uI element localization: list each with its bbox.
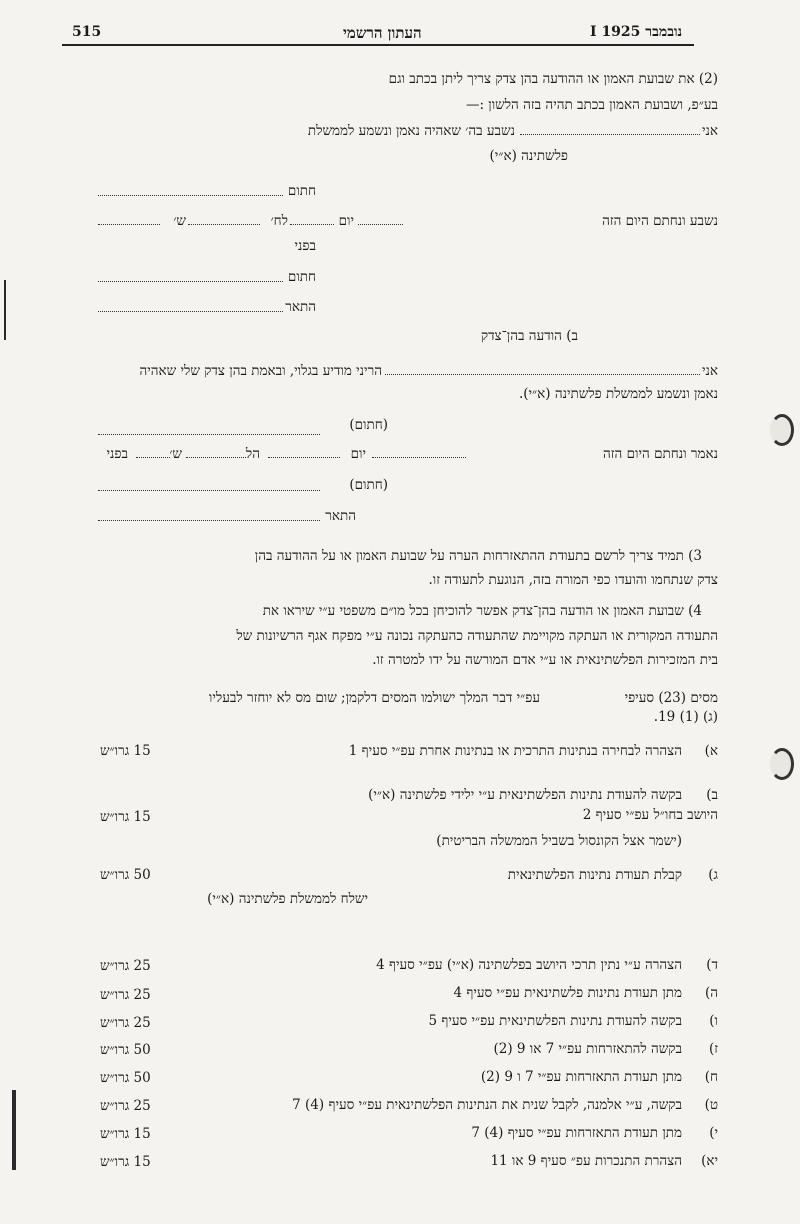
- scan-edge-mark: [4, 280, 6, 340]
- s2-oath-line2: פלשתינה (א״י): [489, 148, 568, 164]
- fee-item-amount: 15 גרו״ש: [100, 743, 151, 759]
- sb-ani: אני: [701, 363, 718, 379]
- fee-item-amount: 15 גרו״ש: [100, 1126, 151, 1142]
- s2-sworn-blank3: [188, 224, 260, 225]
- fee-item-text: מתן תעודת התאזרחות עפ״י 7 ו 9 (2): [480, 1069, 682, 1085]
- sb-line2: נאמן ונשמע לממשלת פלשתינה (א״י).: [518, 386, 718, 402]
- s4-line3: בית המזכירות הפלשתינאית או ע״י אדם המורשה על ידו למטרה זו.: [372, 652, 718, 668]
- sb-heading: ב) הודעה בהן־צדק: [480, 328, 578, 344]
- header-rule: [62, 44, 694, 46]
- s2-oath-rest: נשבע בה׳ שאהיה נאמן ונשמע לממשלת: [307, 123, 515, 139]
- s2-signature2-blank: [98, 281, 283, 282]
- fee-item-text: בקשה להעודת נתינות הפלשתינאית עפ״י סעיף 5: [428, 1013, 682, 1029]
- fee-item-letter: ב): [706, 787, 718, 803]
- sb-title-label: התאר: [325, 508, 356, 524]
- sb-date-blank2: [268, 457, 340, 458]
- fee-item-text: הצהרה לבחירה בנתינות התרכית או בנתינות אחרת עפ״י סעיף 1: [348, 743, 682, 759]
- s2-sworn-blank1: [358, 224, 403, 225]
- sb-before: בפני: [106, 446, 128, 462]
- s2-signature-label: חתום: [287, 183, 316, 199]
- sb-name-blank: [385, 374, 700, 375]
- fee-item-amount: 50 גרו״ש: [100, 867, 151, 883]
- fees-heading-right: מסים (23) סעיפי: [624, 690, 718, 706]
- s2-sworn-blank4: [98, 224, 160, 225]
- fee-item-letter: ה): [704, 985, 718, 1001]
- fee-item-text: בקשה להעודת נתינות הפלשתינאית ע״י ילידי פלשתינה (א״י): [368, 787, 682, 803]
- s2-sworn-yom: יום: [338, 213, 354, 229]
- sb-signature2-label: (חתום): [349, 477, 388, 493]
- s2-sworn-sh: ש׳: [173, 213, 186, 229]
- sb-declared-text: נאמר ונחתם היום הזה: [603, 446, 718, 462]
- fee-item-letter: ו): [709, 1013, 718, 1029]
- s2-line2: בע״פ, ושבועת האמון בכתב תהיה בזה הלשון :—: [465, 97, 718, 113]
- punch-hole: [770, 414, 794, 446]
- fee-item-amount: 15 גרו״ש: [100, 1154, 151, 1170]
- fee-item-amount: 15 גרו״ש: [100, 809, 151, 825]
- scan-edge-mark: [12, 1090, 16, 1170]
- sb-sh: ש׳: [169, 446, 182, 462]
- page-number: 515: [72, 24, 102, 40]
- fee-item-amount: 25 גרו״ש: [100, 958, 151, 974]
- s2-line1: (2) את שבועת האמון או ההודעה בהן צדק צריך ליתן בכתב וגם: [388, 71, 718, 87]
- fee-item-amount: 25 גרו״ש: [100, 1098, 151, 1114]
- fee-item-amount: 50 גרו״ש: [100, 1042, 151, 1058]
- s2-sworn-text: נשבע ונחתם היום הזה: [602, 213, 718, 229]
- sb-signature2-blank: [98, 490, 320, 491]
- s2-oath-ani: אני: [701, 123, 718, 139]
- fee-item-amount: 25 גרו״ש: [100, 987, 151, 1003]
- fee-item-text: הצהרה ע״י נתין תרכי היושב בפלשתינה (א״י) עפ״י סעיף 4: [376, 957, 682, 973]
- fee-item-text: מתן תעודת התאזרחות עפ״י סעיף (4) 7: [471, 1125, 682, 1141]
- fee-item-text: קבלת תעודת נתינות הפלשתינאית: [507, 867, 682, 883]
- fee-item-letter: י): [709, 1125, 718, 1141]
- s2-sworn-blank2: [290, 224, 334, 225]
- sb-title-blank: [98, 520, 320, 521]
- s2-oath-name-blank: [520, 134, 700, 135]
- fee-item-text: הצהרת התנכרות עפ״ סעיף 9 או 11: [490, 1153, 682, 1169]
- fee-item-letter: ג): [708, 867, 718, 883]
- s2-before-label: בפני: [294, 238, 316, 254]
- s2-title-label: התאר: [285, 299, 316, 315]
- fee-item-text: בקשה, ע״י אלמנה, לקבל שנית את הנתינות הפלשתינאית עפ״י סעיף (4) 7: [292, 1097, 682, 1113]
- sb-date-blank1: [372, 457, 466, 458]
- issue-date: I נובמבר 1925: [590, 24, 683, 40]
- sb-yom: יום: [350, 446, 366, 462]
- sb-date-blank3: [186, 457, 246, 458]
- fees-heading-line2: (ג) (1) 19.: [653, 709, 718, 725]
- sb-signature-label: (חתום): [349, 417, 388, 433]
- s2-signature-blank: [98, 195, 283, 196]
- punch-hole: [770, 748, 794, 780]
- s3-line1: 3) תמיד צריך לרשם בתעודת ההתאזרחות הערה על שבועת האמון או על ההודעה בהן: [254, 548, 702, 564]
- s4-line2: התעודה המקורית או העתקה מקויימת שהתעודה כהעתקה נכונה ע״י מפקח אגף הרשיונות של: [236, 628, 718, 644]
- fee-item-amount: 50 גרו״ש: [100, 1070, 151, 1086]
- fee-item-text: מתן תעודת נתינות פלשתינאית עפ״י סעיף 4: [453, 985, 682, 1001]
- fee-item-letter: א): [704, 743, 718, 759]
- s3-line2: צדק שנתחמו והועדו כפי המורה בזה, הנוגעת לתעודה זו.: [428, 572, 718, 588]
- fee-item-amount: 25 גרו״ש: [100, 1015, 151, 1031]
- sb-date-blank4: [136, 457, 170, 458]
- fee-item-letter: ז): [708, 1041, 718, 1057]
- fee-item-letter: ד): [706, 957, 718, 973]
- sb-signature-blank: [98, 434, 320, 435]
- s2-sworn-lah: לח׳: [270, 213, 288, 229]
- fee-item-note: ישלח לממשלת פלשתינה (א״י): [207, 891, 368, 907]
- publication-title: העתון הרשמי: [343, 24, 422, 42]
- fee-item-letter: יא): [701, 1153, 718, 1169]
- fees-heading-left: עפ״י דבר המלך ישולמו המסים דלקמן; שום מס לא יוחזר לבעליו: [208, 690, 540, 706]
- s4-line1: 4) שבועת האמון או הודעה בהן־צדק אפשר להוכיחן בכל מו״ם משפטי ע״י שיראו את: [262, 603, 702, 619]
- sb-hal: הל: [245, 446, 260, 462]
- s2-title-blank: [98, 311, 283, 312]
- sb-line1-rest: הריני מודיע בגלוי, ובאמת בהן צדק שלי שאהיה: [139, 363, 382, 379]
- s2-signature2-label: חתום: [287, 269, 316, 285]
- fee-item-letter: ט): [704, 1097, 718, 1113]
- fee-item-letter: ח): [704, 1069, 718, 1085]
- fee-item-text: בקשה להתאזרחות עפ״י 7 או 9 (2): [493, 1041, 682, 1057]
- fee-item-text2: היושב בחו״ל עפ״י סעיף 2: [582, 807, 718, 823]
- fee-item-note: (ישמר אצל הקונסול בשביל הממשלה הבריטית): [436, 833, 682, 849]
